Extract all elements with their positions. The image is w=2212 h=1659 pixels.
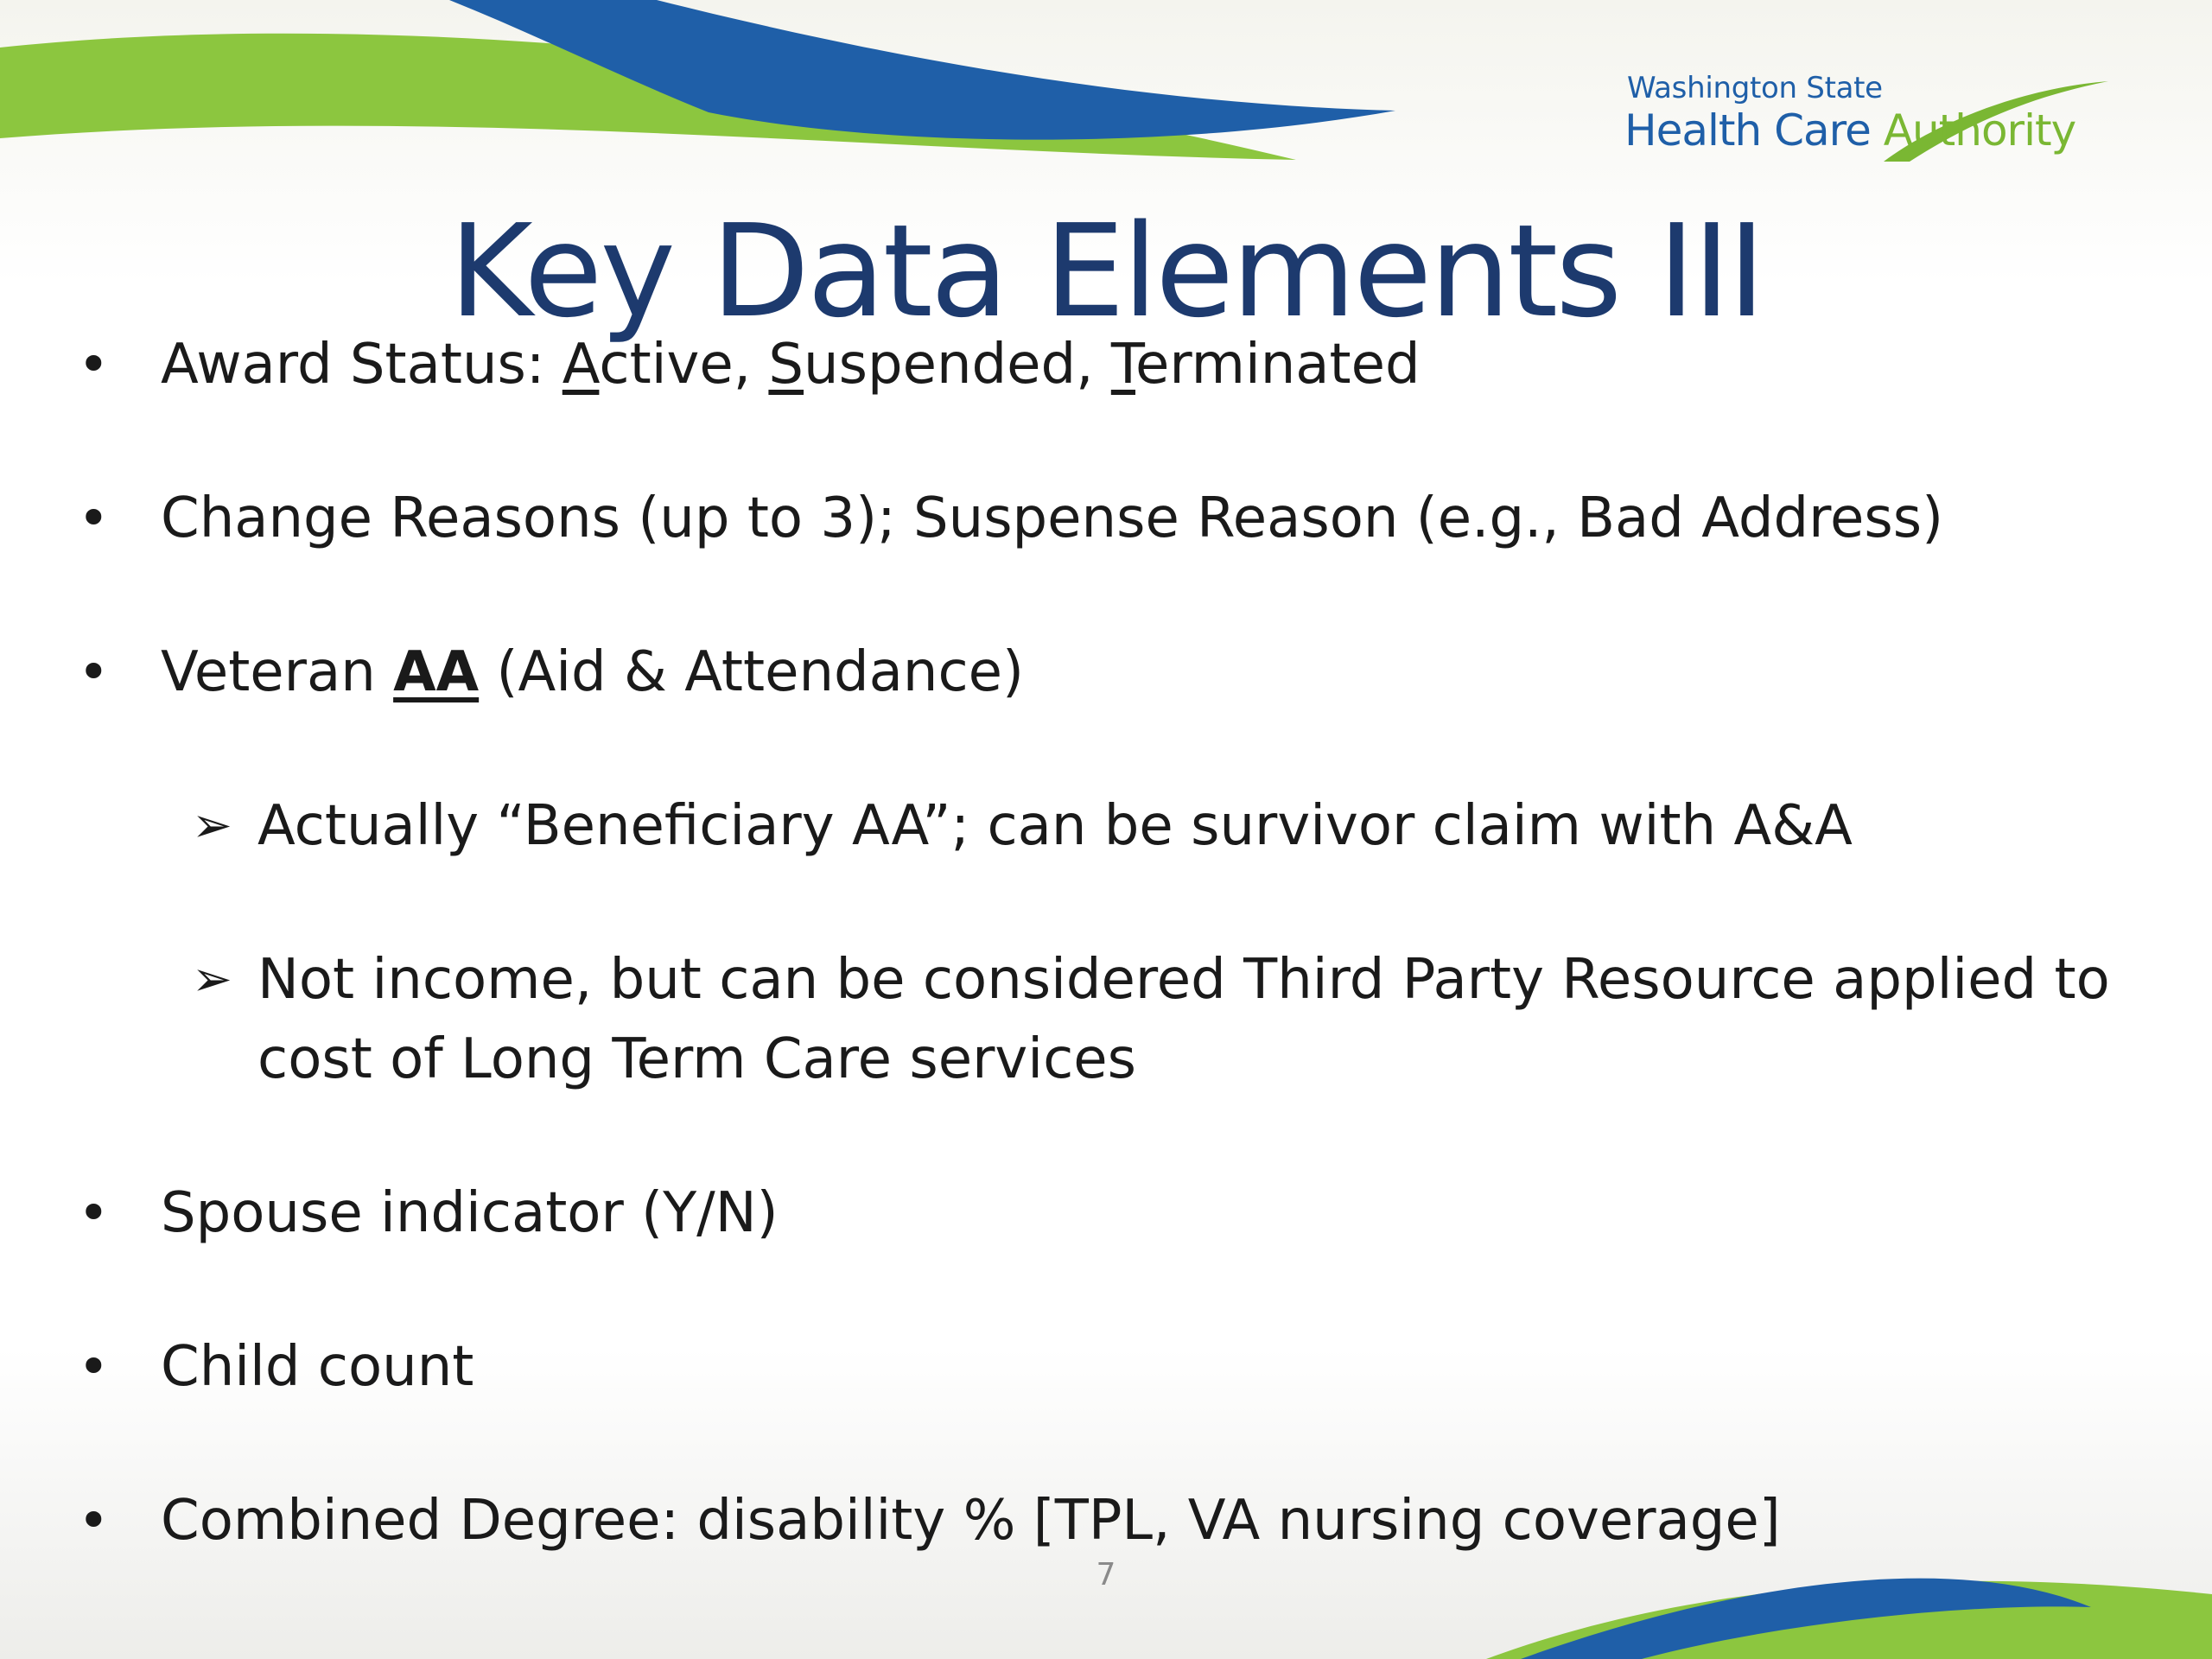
arrow-marker: ➢ [192,951,232,1007]
sub-bullet-beneficiary-aa: Actually “Beneficiary AA”; can be survivor claim with A&A [257,794,1853,858]
bullet-child-count: Child count [161,1335,474,1399]
logo-line-1: Washington State [1627,71,1883,105]
bullet-marker: • [78,1489,110,1552]
bullet-spouse-indicator: Spouse indicator (Y/N) [161,1181,779,1245]
award-status-label: Award Status: [161,333,563,397]
aa-abbrev: AA [393,640,480,704]
page-number: 7 [1096,1557,1116,1592]
bullet-award-status [161,325,1421,404]
bullet-marker: • [78,640,110,703]
bullet-change-reasons: Change Reasons (up to 3); Suspense Reason (e.g., Bad Address) [161,486,1944,550]
logo-health-care: Health Care [1624,105,1884,156]
aa-expansion: (Aid & Attendance) [479,640,1024,704]
arrow-marker: ➢ [192,798,232,854]
active-initial: A [562,333,600,397]
logo-authority: Authority [1883,105,2076,156]
suspended-initial: S [768,333,804,397]
sub-bullet-not-income-line-1: Not income, but can be considered Third Party Resource applied to [257,948,2110,1012]
suspended-rest: uspended, [804,333,1111,397]
bullet-veteran-aa [161,632,1024,712]
bullet-combined-degree: Combined Degree: disability % [TPL, VA nursing coverage] [161,1489,1781,1553]
terminated-initial: T [1110,333,1136,397]
slide-title: Key Data Elements III [448,197,1764,346]
sub-bullet-not-income-line-2: cost of Long Term Care services [257,1027,1136,1091]
bullet-marker: • [78,333,110,396]
terminated-rest: erminated [1135,333,1421,397]
bullet-marker: • [78,486,110,550]
active-rest: ctive, [599,333,769,397]
bullet-marker: • [78,1335,110,1398]
bullet-marker: • [78,1181,110,1244]
veteran-label: Veteran [161,640,394,704]
